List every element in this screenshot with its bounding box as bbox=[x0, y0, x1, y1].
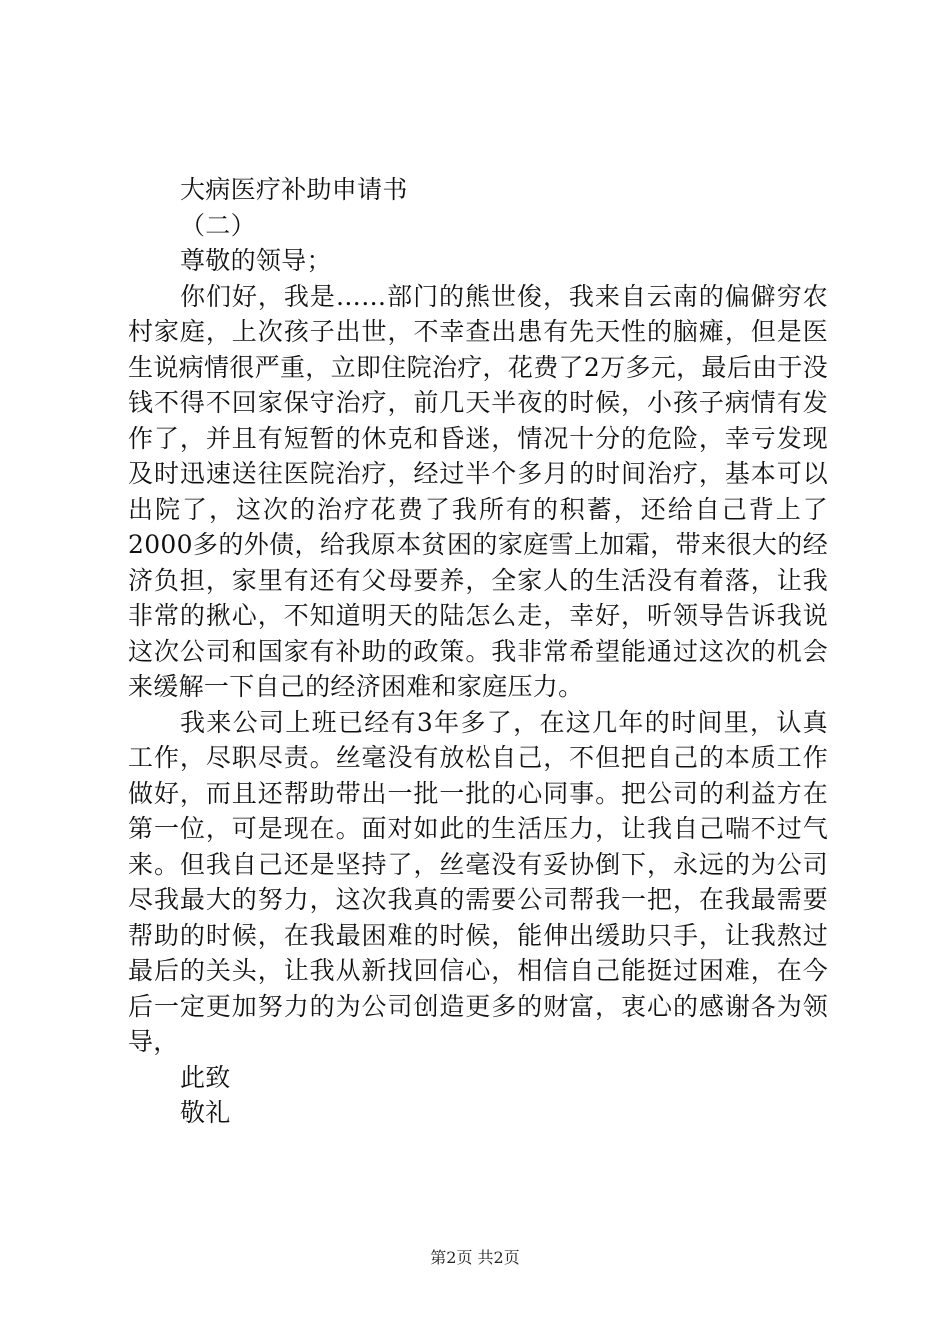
closing-line-1: 此致 bbox=[180, 1062, 231, 1092]
document-subtitle: （二） bbox=[180, 210, 256, 240]
salutation: 尊敬的领导； bbox=[180, 246, 332, 275]
document-body bbox=[128, 172, 828, 1131]
body-paragraph-1: 你们好，我是……部门的熊世俊，我来自云南的偏僻穷农村家庭，上次孩子出世，不幸查出患有先天性的脑瘫，但是医生说病情很严重，立即住院治疗，花费了2万多元，最后由于没钱不得不回家保守治疗，前几天半夜的时候，小孩子病情有发作了，并且有短暂的休克和昏迷，情况十分的危险，幸亏发现及时迅速送往医院治疗，经过半个多月的时间治疗，基本可以出院了，这次的治疗花费了我所有的积蓄，还给自己背上了2000多的外债，给我原本贫困的家庭雪上加霜，带来很大的经济负担，家里有还有父母要养，全家人的生活没有着落，让我非常的揪心，不知道明天的陆怎么走，幸好，听领导告诉我说这次公司和国家有补助的政策。我非常希望能通过这次的机会来缓解一下自己的经济困难和家庭压力。 bbox=[128, 281, 828, 701]
body-paragraph-2: 我来公司上班已经有3年多了，在这几年的时间里，认真工作，尽职尽责。丝毫没有放松自己，不但把自己的本质工作做好，而且还帮助带出一批一批的心同事。把公司的利益方在第一位，可是现在。面对如此的生活压力，让我自己喘不过气来。但我自己还是坚持了，丝毫没有妥协倒下，永远的为公司尽我最大的努力，这次我真的需要公司帮我一把，在我最需要帮助的时候，在我最困难的时候，能伸出缓助只手，让我熬过最后的关头，让我从新找回信心，相信自己能挺过困难，在今后一定更加努力的为公司创造更多的财富，衷心的感谢各为领导， bbox=[128, 707, 828, 1056]
closing-line-2: 敬礼 bbox=[180, 1098, 231, 1127]
document-title: 大病医疗补助申请书 bbox=[180, 175, 408, 204]
page-footer: 第2页 共2页 bbox=[430, 1248, 520, 1267]
